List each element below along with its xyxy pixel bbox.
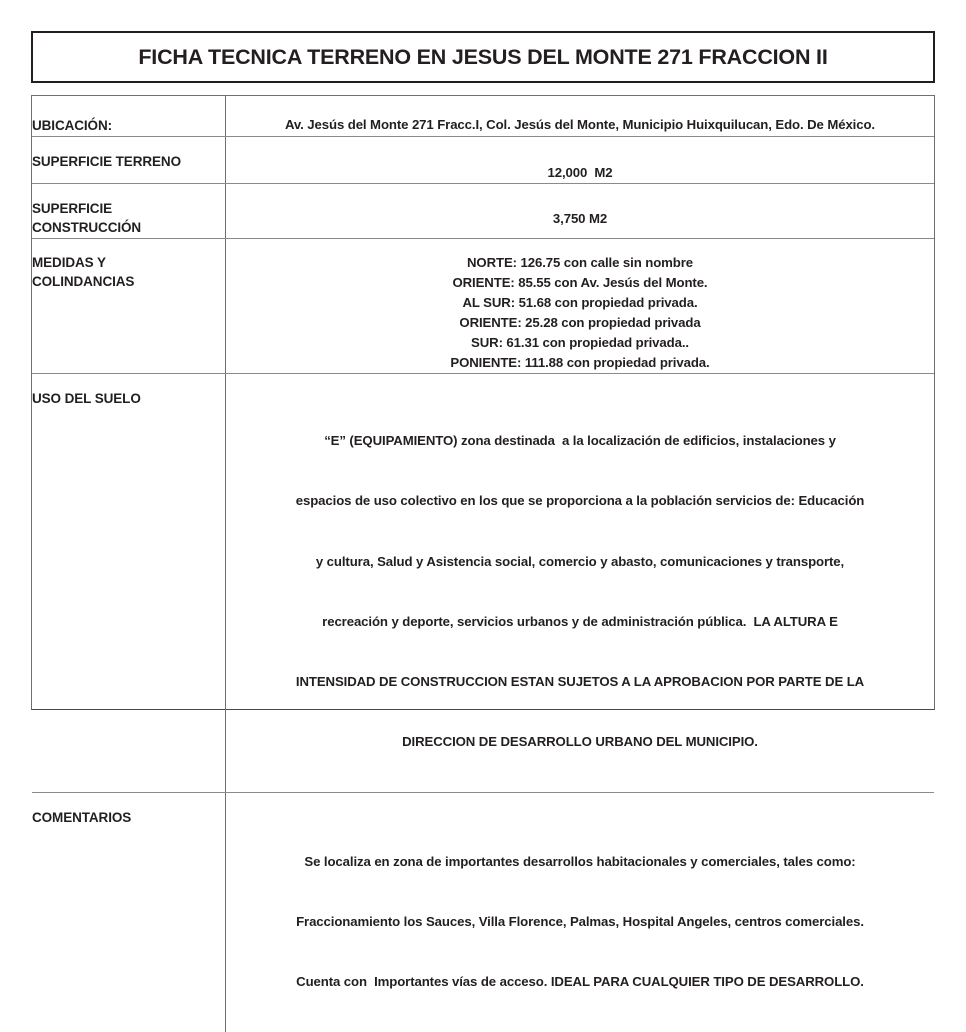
uso-line: INTENSIDAD DE CONSTRUCCION ESTAN SUJETOS A LA APROBACION POR PARTE DE LA — [295, 674, 865, 689]
medida-line: AL SUR: 51.68 con propiedad privada. — [462, 294, 698, 310]
row-value-ubicacion: Av. Jesús del Monte 271 Fracc.I, Col. Jesús del Monte, Municipio Huixquilucan, Edo. De México. — [226, 96, 935, 136]
uso-line: “E” (EQUIPAMIENTO) zona destinada a la localización de edificios, instalaciones y — [324, 433, 836, 449]
table-row-superficie-terreno — [32, 136, 934, 183]
medida-line: NORTE: 126.75 con calle sin nombre — [467, 254, 693, 270]
row-value-comentarios — [226, 793, 935, 1032]
medida-line: SUR: 61.31 con propiedad privada.. — [471, 335, 689, 350]
uso-line: y cultura, Salud y Asistencia social, comercio y abasto, comunicaciones y transporte, — [315, 553, 845, 569]
medida-line: PONIENTE: 111.88 con propiedad privada. — [450, 355, 710, 371]
uso-line: recreación y deporte, servicios urbanos y de administración pública. LA ALTURA E — [322, 613, 838, 629]
medida-line: ORIENTE: 25.28 con propiedad privada — [459, 314, 701, 330]
row-value-superficie-construccion: 3,750 M2 — [226, 183, 935, 238]
uso-line: espacios de uso colectivo en los que se proporciona a la población servicios de: Educación — [295, 493, 865, 509]
table-row-uso-del-suelo — [32, 374, 934, 793]
row-label-line-2: COLINDANCIAS — [32, 274, 135, 290]
table-row-medidas-colindancias — [32, 238, 934, 373]
ficha-tecnica-table — [31, 95, 935, 989]
row-value-medidas-colindancias — [226, 238, 935, 373]
page-title: FICHA TECNICA TERRENO EN JESUS DEL MONTE 271 FRACCION II — [138, 44, 828, 69]
uso-line: DIRECCION DE DESARROLLO URBANO DEL MUNICIPIO. — [402, 734, 758, 750]
table-row-ubicacion — [32, 96, 934, 136]
row-label-superficie-construccion — [32, 183, 226, 238]
document-title-box — [31, 31, 935, 83]
row-label-comentarios: COMENTARIOS — [32, 793, 226, 1032]
comentario-line: Fraccionamiento los Sauces, Villa Florence, Palmas, Hospital Angeles, centros comerciales. — [296, 913, 864, 929]
medida-line: ORIENTE: 85.55 con Av. Jesús del Monte. — [452, 274, 708, 290]
row-label-line-1: MEDIDAS Y — [32, 254, 106, 270]
table-row-superficie-construccion — [32, 183, 934, 238]
row-label-uso-del-suelo: USO DEL SUELO — [32, 374, 226, 793]
row-label-line-1: SUPERFICIE — [32, 200, 113, 216]
comentario-line: Se localiza en zona de importantes desarrollos habitacionales y comerciales, tales como: — [304, 853, 856, 869]
row-label-ubicacion: UBICACIÓN: — [32, 96, 226, 136]
row-label-superficie-terreno: SUPERFICIE TERRENO — [32, 136, 226, 183]
row-value-superficie-terreno: 12,000 M2 — [226, 136, 935, 183]
row-label-line-2: CONSTRUCCIÓN — [32, 220, 142, 236]
table-row-comentarios — [32, 793, 934, 1032]
row-label-medidas-colindancias — [32, 238, 226, 373]
comentario-line: Cuenta con Importantes vías de acceso. IDEAL PARA CUALQUIER TIPO DE DESARROLLO. — [296, 973, 864, 989]
row-value-uso-del-suelo — [226, 374, 935, 793]
